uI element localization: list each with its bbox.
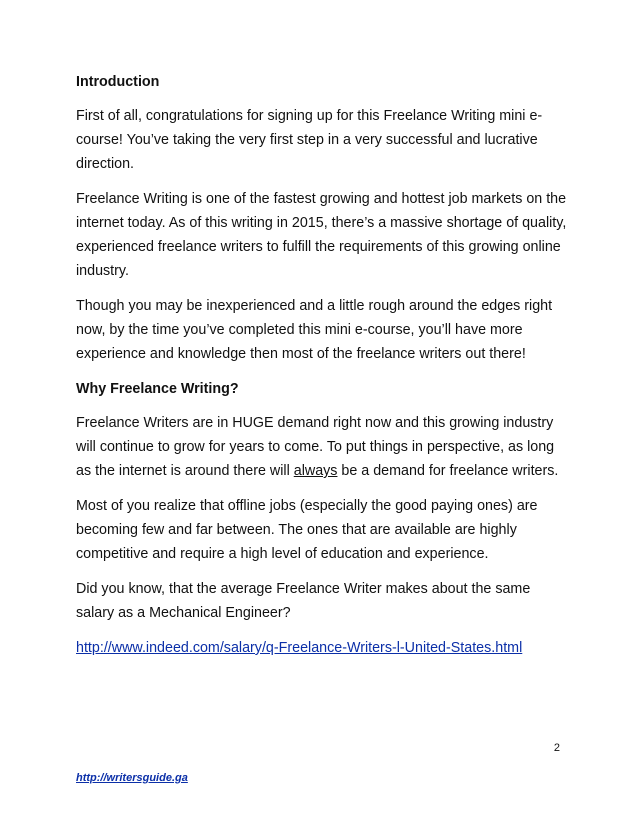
why-paragraph-2: Most of you realize that offline jobs (especially the good paying ones) are becoming few and far between. The ones that are available are highly competitive and require a high level of education and experience. bbox=[76, 498, 538, 562]
why-paragraph-3: Did you know, that the average Freelance Writer makes about the same salary as a Mechanical Engineer? bbox=[76, 581, 531, 621]
why-paragraph-1-end: be a demand for freelance writers. bbox=[337, 463, 559, 479]
why-paragraph-1-start: Freelance Writers are in HUGE demand right now and this growing industry will continue to grow for years to come. To put things in perspective, as long as the internet is around there will bbox=[76, 415, 555, 479]
section-heading-introduction: Introduction bbox=[76, 74, 160, 90]
intro-paragraph-3: Though you may be inexperienced and a little rough around the edges right now, by the time you’ve completed this mini e-course, you’ll have more experience and knowledge then most of the freelance writers out there! bbox=[76, 298, 553, 362]
page-body bbox=[76, 70, 568, 660]
footer-site-link[interactable]: http://writersguide.ga bbox=[76, 772, 188, 784]
indeed-salary-link[interactable]: http://www.indeed.com/salary/q-Freelance-Writers-l-United-States.html bbox=[76, 640, 523, 656]
page-number: 2 bbox=[553, 742, 560, 754]
emphasis-always: always bbox=[293, 463, 338, 479]
intro-paragraph-2: Freelance Writing is one of the fastest growing and hottest job markets on the internet today. As of this writing in 2015, there’s a massive shortage of quality, experienced freelance writers to fulfill the requirements of this growing online industry. bbox=[76, 191, 567, 279]
intro-paragraph-1: First of all, congratulations for signing up for this Freelance Writing mini e-course! You’ve taking the very first step in a very successful and lucrative direction. bbox=[76, 108, 543, 172]
section-heading-why-freelance-writing: Why Freelance Writing? bbox=[76, 381, 239, 397]
why-paragraph-1 bbox=[76, 411, 568, 483]
